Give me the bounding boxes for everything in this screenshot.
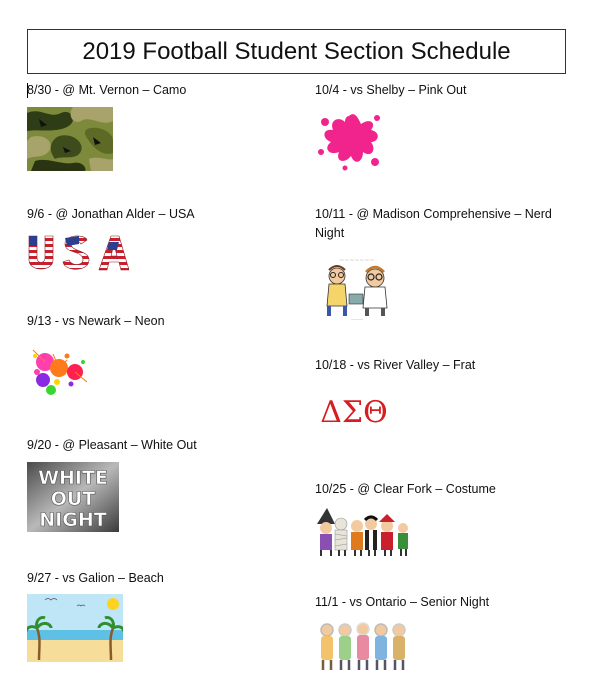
schedule-entry-0913: 9/13 - vs Newark – Neon: [27, 314, 165, 328]
svg-text:WHITE: WHITE: [38, 467, 108, 489]
schedule-entry-1018: 10/18 - vs River Valley – Frat: [315, 358, 476, 372]
schedule-entry-1025: 10/25 - @ Clear Fork – Costume: [315, 482, 496, 496]
svg-text:———: ———: [351, 317, 363, 322]
schedule-entry-1101: 11/1 - vs Ontario – Senior Night: [315, 595, 490, 609]
pink-splat-image: [315, 106, 385, 172]
schedule-entry-0920: 9/20 - @ Pleasant – White Out: [27, 438, 197, 452]
white-out-night-image: [27, 462, 119, 532]
schedule-entry-0927: 9/27 - vs Galion – Beach: [27, 571, 164, 585]
svg-text:OUT: OUT: [50, 488, 96, 510]
schedule-entry-0906: 9/6 - @ Jonathan Alder – USA: [27, 207, 195, 221]
usa-image: [27, 232, 129, 274]
svg-text:ΔΣΘ: ΔΣΘ: [320, 395, 388, 430]
camo-image: [27, 107, 113, 171]
neon-splatter-image: [27, 342, 95, 400]
schedule-entry-0830: 8/30 - @ Mt. Vernon – Camo: [27, 83, 187, 97]
seniors-image: [315, 618, 411, 672]
greek-letters-image: [315, 382, 393, 440]
page-title: 2019 Football Student Section Schedule: [27, 29, 566, 74]
svg-text:~~~~~~~: ~~~~~~~: [339, 257, 375, 264]
schedule-entry-1011: 10/11 - @ Madison Comprehensive – Nerd Night: [315, 207, 552, 240]
schedule-entry-1004: 10/4 - vs Shelby – Pink Out: [315, 83, 467, 97]
nerds-image: [315, 254, 399, 322]
beach-image: [27, 594, 123, 662]
svg-text:NIGHT: NIGHT: [39, 509, 107, 531]
costume-kids-image: [315, 506, 411, 558]
